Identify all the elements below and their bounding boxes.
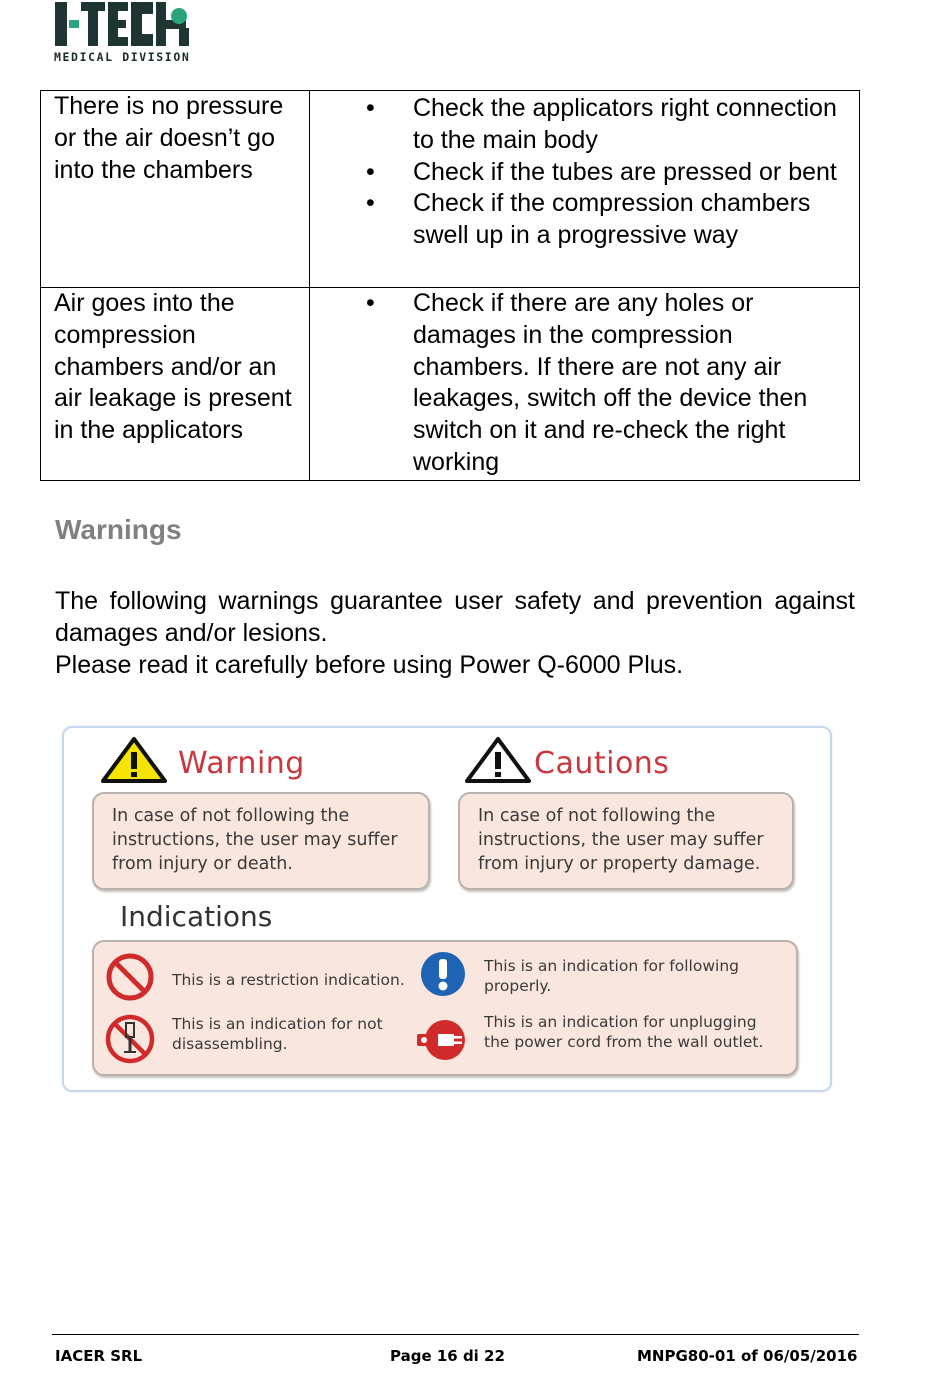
check-item <box>310 93 851 157</box>
safety-symbols-panel <box>62 726 832 1092</box>
warning-note: In case of not following the instructions, the user may suffer from injury or death. <box>92 792 430 890</box>
no-disassembly-icon <box>102 1012 158 1066</box>
indications-title: Indications <box>120 900 273 933</box>
check-item-text: • Check the applicators right connection to the main body <box>413 94 837 154</box>
indications-box <box>92 940 798 1076</box>
check-list <box>310 91 851 252</box>
footer-company: IACER SRL <box>55 1347 143 1365</box>
troubleshooting-table <box>40 90 860 481</box>
warnings-body <box>55 585 855 681</box>
check-item <box>310 188 851 252</box>
cautions-title: Cautions <box>534 746 670 781</box>
cautions-note: In case of not following the instructions, the user may suffer from injury or property damage. <box>458 792 794 890</box>
itech-logo-icon <box>53 2 193 48</box>
indication-text: This is an indication for unplugging the power cord from the wall outlet. <box>484 1013 764 1051</box>
table-row <box>41 288 860 481</box>
unplug-icon <box>414 1016 472 1064</box>
footer-page-number: Page 16 di 22 <box>390 1347 505 1365</box>
check-item-text: • Check if the tubes are pressed or bent <box>413 157 837 186</box>
checks-cell <box>310 288 860 481</box>
exclamation-icon <box>416 950 470 998</box>
check-item-text: • Check if there are any holes or damages in the compression chambers. If there are not any air leakages, switch off the device then switch on it and re-check the right working <box>413 289 808 476</box>
warnings-paragraph: The following warnings guarantee user safety and prevention against damages and/or lesions. <box>55 587 855 647</box>
indication-text: This is a restriction indication. <box>172 971 405 989</box>
indication-text: This is an indication for following properly. <box>484 957 739 995</box>
table-row <box>41 91 860 288</box>
warning-title: Warning <box>178 746 305 781</box>
problem-cell: Air goes into the compression chambers and/or an air leakage is present in the applicators <box>41 288 310 481</box>
problem-cell: There is no pressure or the air doesn’t go into the chambers <box>41 91 310 288</box>
company-logo <box>53 2 193 64</box>
footer-doc-ref: MNPG80-01 of 06/05/2016 <box>637 1347 858 1365</box>
indication-text: This is an indication for not disassembling. <box>172 1015 383 1053</box>
prohibition-icon <box>102 952 158 1002</box>
checks-cell <box>310 91 860 288</box>
check-item <box>310 288 851 479</box>
warnings-paragraph: Please read it carefully before using Power Q-6000 Plus. <box>55 651 684 679</box>
check-item <box>310 157 851 189</box>
caution-triangle-icon <box>464 736 532 784</box>
footer-divider <box>52 1334 859 1335</box>
logo-subtitle: MEDICAL DIVISION <box>54 50 191 64</box>
check-list <box>310 288 851 479</box>
warning-triangle-icon <box>100 736 168 784</box>
section-heading: Warnings <box>55 514 182 545</box>
check-item-text: • Check if the compression chambers swell up in a progressive way <box>413 189 811 250</box>
